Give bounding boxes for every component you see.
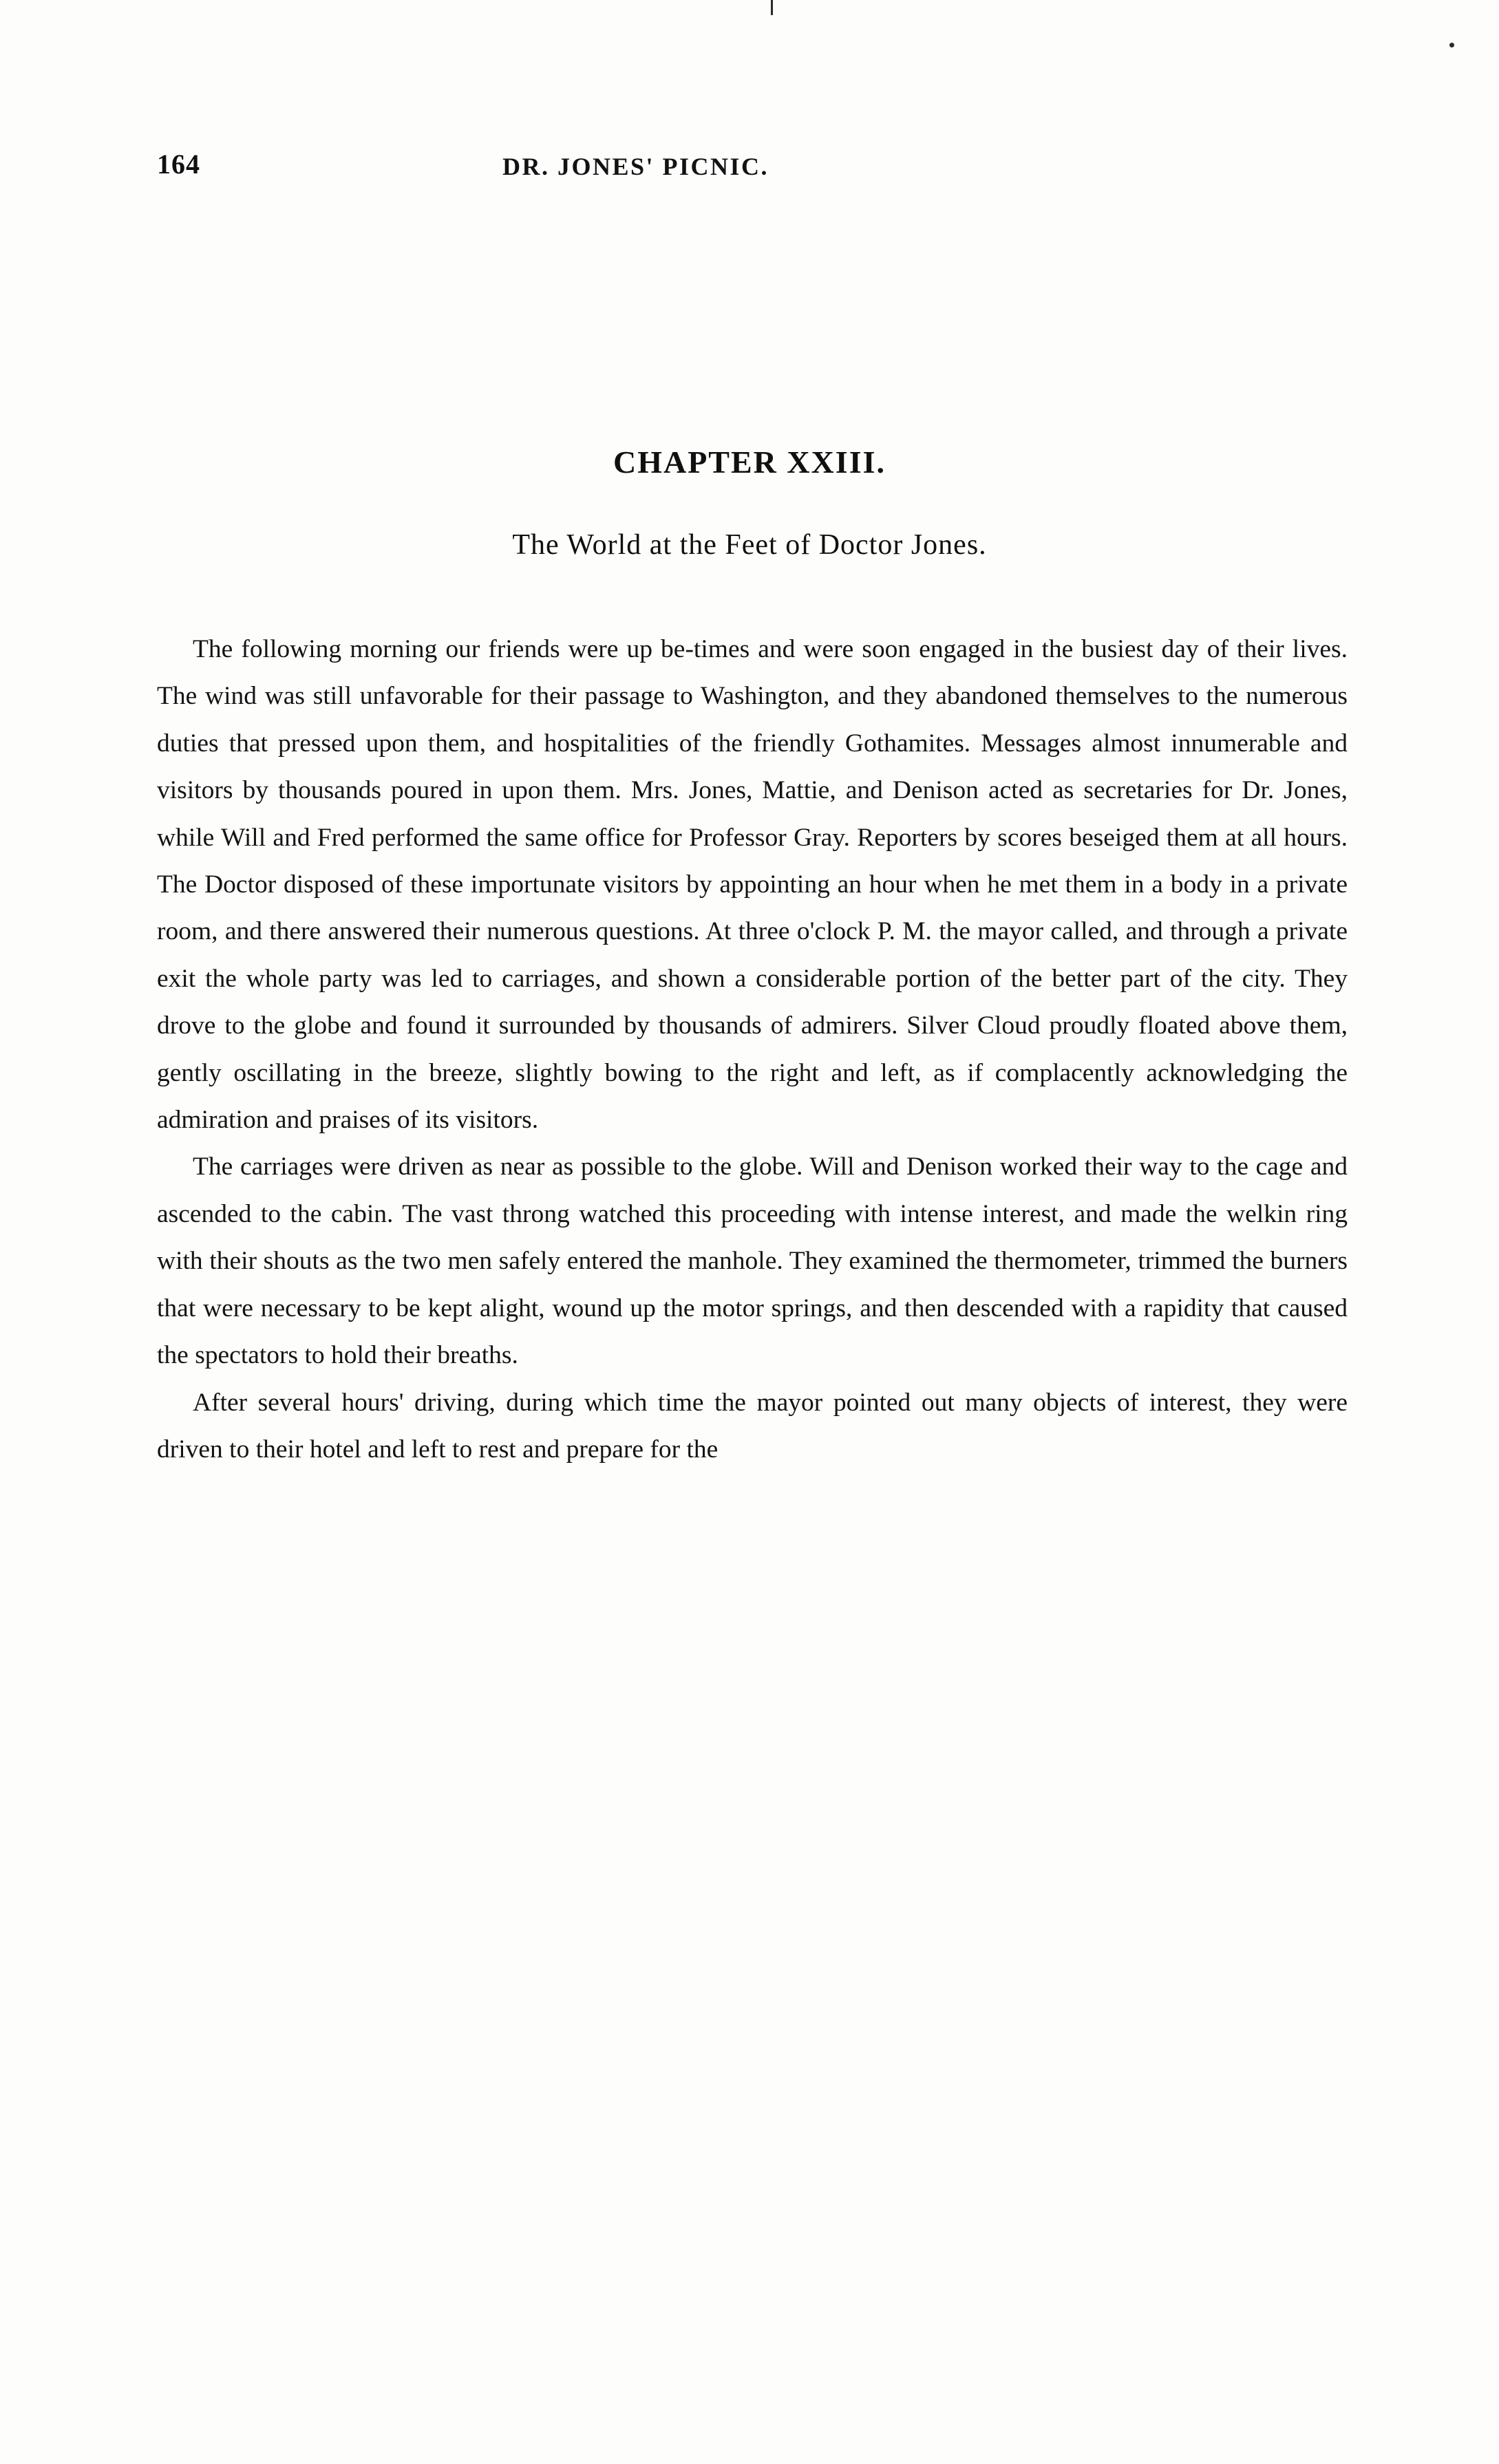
running-head-title: DR. JONES' PICNIC. <box>502 153 769 180</box>
running-head <box>0 148 1499 196</box>
paragraph: After several hours' driving, during which time the mayor pointed out many objects of interest, they were driven to their hotel and left to rest and prepare for the <box>157 1388 1348 1464</box>
chapter-title: The World at the Feet of Doctor Jones. <box>512 529 987 561</box>
paragraph: The carriages were driven as near as possible to the globe. Will and Denison worked their way to the cage and ascended to the cabin. The vast throng watched this proceeding with intense interest, and made the welkin ring with their shouts as the two men safely entered the manhole. They examined the thermometer, trimmed the burners that were necessary to be kept alight, wound up the motor springs, and then descended with a rapidity that caused the spectators to hold their breaths. <box>157 1153 1348 1370</box>
trim-mark <box>771 0 773 15</box>
paragraph: The following morning our friends were up be-times and were soon engaged in the busiest day of their lives. The wind was still unfavorable for their passage to Washington, and they abandoned themselves to the numerous duties that pressed upon them, and hospitalities of the friendly Gothamites. Messages almost innumerable and visitors by thousands poured in upon them. Mrs. Jones, Mattie, and Denison acted as secretaries for Dr. Jones, while Will and Fred performed the same office for Professor Gray. Reporters by scores beseiged them at all hours. The Doctor disposed of these importunate visitors by appointing an hour when he met them in a body in a private room, and there answered their numerous questions. At three o'clock P. M. the mayor called, and through a private exit the whole party was led to carriages, and shown a considerable portion of the better part of the city. They drove to the globe and found it surrounded by thousands of admirers. Silver Cloud proudly floated above them, gently oscillating in the breeze, slightly bowing to the right and left, as if complacently acknowledging the admiration and praises of its visitors. <box>157 635 1348 1135</box>
page-number: 164 <box>157 149 200 180</box>
chapter-number: CHAPTER XXIII. <box>613 444 886 480</box>
body-text <box>157 626 1348 1473</box>
page-speck <box>1449 43 1454 47</box>
